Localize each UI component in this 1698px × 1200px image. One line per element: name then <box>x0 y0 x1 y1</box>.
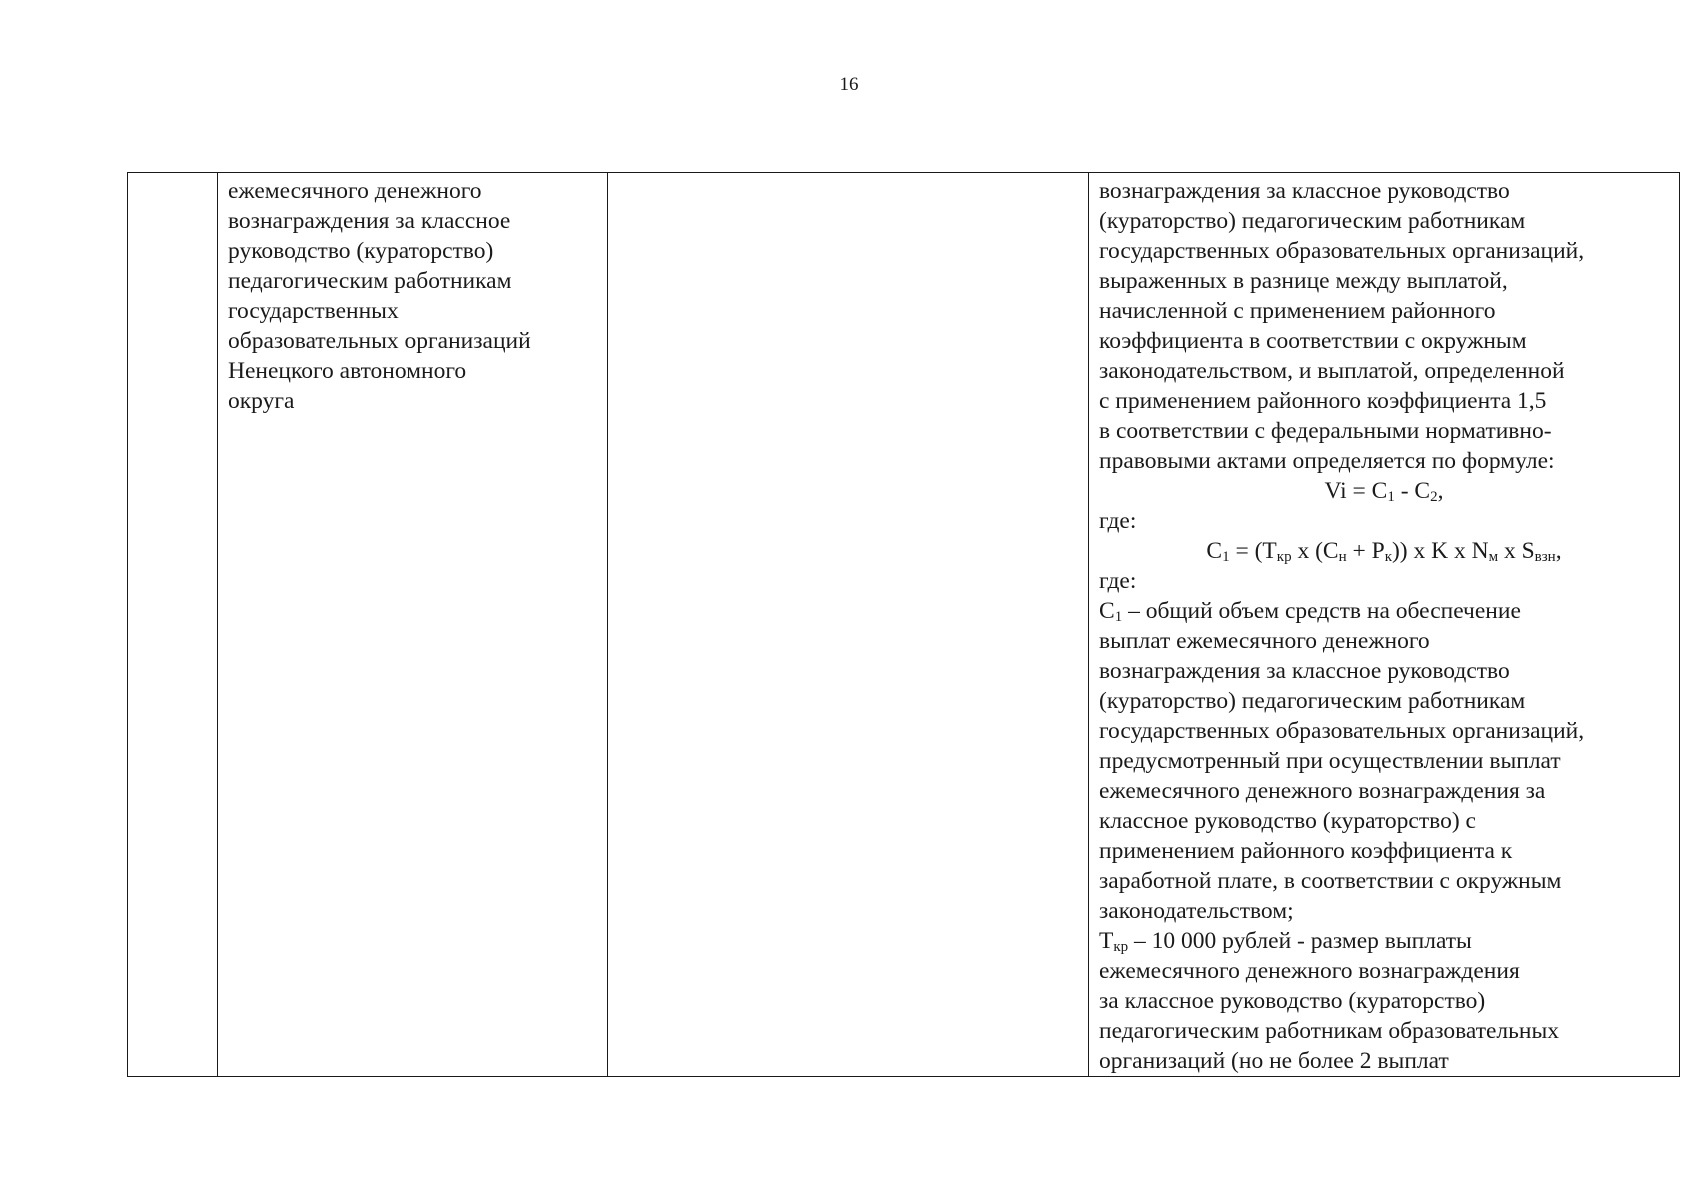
text-line: (кураторство) педагогическим работникам <box>1099 688 1526 714</box>
document-table <box>127 172 1680 1077</box>
text-line: вознаграждения за классное <box>228 208 511 234</box>
text-line: выплат ежемесячного денежного <box>1099 628 1430 654</box>
text-line: педагогическим работникам <box>228 268 512 294</box>
table-cell-number <box>128 173 218 1077</box>
text-line: организаций (но не более 2 выплат <box>1099 1048 1449 1074</box>
text-line: предусмотренный при осуществлении выплат <box>1099 748 1561 774</box>
text-line: ежемесячного денежного <box>228 178 482 204</box>
text-line: заработной плате, в соответствии с окружным <box>1099 868 1562 894</box>
text-line: начисленной с применением районного <box>1099 298 1496 324</box>
text-line: ежемесячного денежного вознаграждения за <box>1099 778 1546 804</box>
text-line: законодательством, и выплатой, определенной <box>1099 358 1565 384</box>
text-line: вознаграждения за классное руководство <box>1099 178 1510 204</box>
text-line: коэффициента в соответствии с окружным <box>1099 328 1527 354</box>
text-line: государственных <box>228 298 399 324</box>
text-line: законодательством; <box>1099 898 1294 924</box>
text-line: вознаграждения за классное руководство <box>1099 658 1510 684</box>
text-line: применением районного коэффициента к <box>1099 838 1513 864</box>
table-cell-title <box>218 173 608 1077</box>
text-line: правовыми актами определяется по формуле: <box>1099 448 1555 474</box>
text-line: руководство (кураторство) <box>228 238 494 264</box>
where-label: где: <box>1099 508 1137 534</box>
text-line: выраженных в разнице между выплатой, <box>1099 268 1508 294</box>
text-line: с применением районного коэффициента 1,5 <box>1099 388 1547 414</box>
text-line: государственных образовательных организаций, <box>1099 238 1585 264</box>
text-line: классное руководство (кураторство) с <box>1099 808 1476 834</box>
text-line: за классное руководство (кураторство) <box>1099 988 1486 1014</box>
formula-vi: $Vi = C_1 - C_2$, <box>1324 478 1444 505</box>
text-line: педагогическим работникам образовательных <box>1099 1018 1559 1044</box>
text-line: (кураторство) педагогическим работникам <box>1099 208 1526 234</box>
text-line: государственных образовательных организаций, <box>1099 718 1585 744</box>
where-label: где: <box>1099 568 1137 594</box>
text-line: в соответствии с федеральными нормативно- <box>1099 418 1552 444</box>
table-cell-empty <box>608 173 1089 1077</box>
page-number: 16 <box>839 74 859 95</box>
text-line: ежемесячного денежного вознаграждения <box>1099 958 1520 984</box>
table-row <box>128 173 1680 1077</box>
c1-definition-first-line: $C_1$ – общий объем средств на обеспечение <box>1099 598 1521 625</box>
text-line: округа <box>228 388 295 414</box>
text-line: Ненецкого автономного <box>228 358 467 384</box>
text-line: образовательных организаций <box>228 328 531 354</box>
table-cell-description <box>1089 173 1680 1077</box>
formula-c1: $C_1 = (T_{кр}$ x $(C_н + P_к)$) x K x $N_м$ x $S_{взн}$, <box>1206 538 1562 565</box>
tkr-definition-first-line: $T_{кр} - 10$ 000 рублей - размер выплаты <box>1099 928 1472 955</box>
